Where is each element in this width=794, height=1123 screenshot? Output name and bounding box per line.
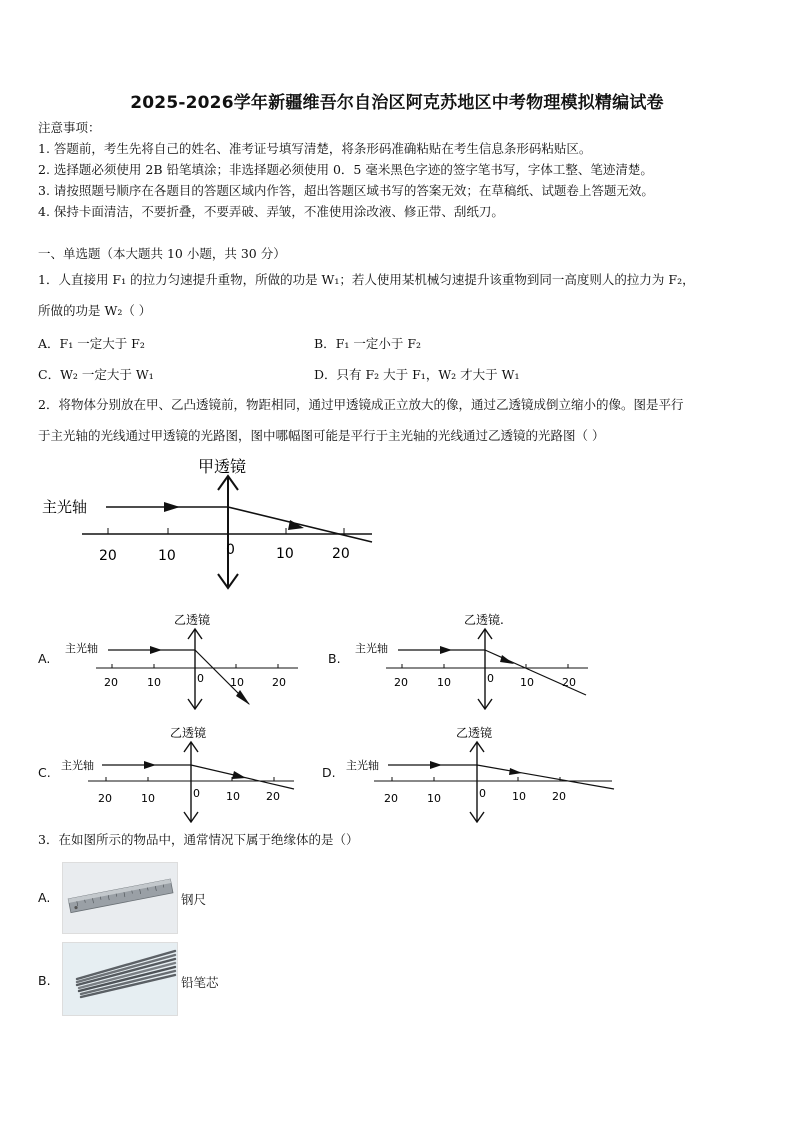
option-letter: B． — [314, 336, 336, 351]
question-3-stem: 3．在如图所示的物品中，通常情况下属于绝缘体的是（） — [38, 832, 359, 847]
tick-label: 0 — [193, 787, 200, 800]
tick-label: 20 — [99, 548, 117, 564]
tick-label: 20 — [552, 790, 566, 803]
tick-label: 20 — [104, 676, 118, 689]
axis-label: 主光轴 — [65, 642, 98, 655]
tick-label: 20 — [394, 676, 408, 689]
refracted-ray — [228, 507, 372, 542]
q3-option-a-text: 钢尺 — [181, 892, 207, 907]
tick-label: 20 — [266, 790, 280, 803]
notice-item: 2. 选择题必须使用 2B 铅笔填涂；非选择题必须使用 0．5 毫米黑色字迹的签字笔书写，字体工整、笔迹清楚。 — [38, 162, 653, 177]
q2-option-b-diagram — [350, 610, 595, 710]
notice-item: 3. 请按照题号顺序在各题目的答题区域内作答，超出答题区域书写的答案无效；在草稿纸、试题卷上答题无效。 — [38, 183, 654, 198]
pencil-leads-photo — [62, 942, 178, 1016]
question-2-stem-cont: 于主光轴的光线通过甲透镜的光路图，图中哪幅图可能是平行于主光轴的光线通过乙透镜的光路图（ ） — [38, 428, 605, 443]
ray-arrowhead — [150, 646, 162, 654]
tick-label: 10 — [276, 546, 294, 562]
q1-option-c — [38, 365, 154, 383]
notice-item: 4. 保持卡面清洁，不要折叠，不要弄破、弄皱，不准使用涂改液、修正带、刮纸刀。 — [38, 204, 504, 219]
q2-option-c-diagram — [56, 723, 301, 823]
lens-label: 乙透镜 — [170, 726, 207, 740]
tick-label: 20 — [332, 546, 350, 562]
ray-arrowhead — [430, 761, 442, 769]
question-1-stem-cont: 所做的功是 W₂（ ） — [38, 303, 152, 318]
ray-arrowhead — [440, 646, 452, 654]
q2-option-d-letter: D. — [322, 765, 336, 780]
tick-label: 10 — [230, 676, 244, 689]
tick-label: 10 — [226, 790, 240, 803]
option-text: F₁ 一定大于 F₂ — [59, 336, 145, 351]
tick-label: 10 — [520, 676, 534, 689]
lens-label: 乙透镜 — [174, 613, 211, 627]
q2-option-d-diagram — [342, 723, 622, 823]
tick-label: 0 — [487, 672, 494, 685]
notice-item: 1. 答题前，考生先将自己的姓名、准考证号填写清楚，将条形码准确粘贴在考生信息条形码粘贴区。 — [38, 141, 592, 156]
tick-label: 10 — [158, 548, 176, 564]
axis-label: 主光轴 — [61, 759, 94, 772]
q2-option-a-diagram — [60, 610, 305, 710]
option-text: 只有 F₂ 大于 F₁，W₂ 才大于 W₁ — [336, 367, 520, 382]
question-1-stem: 1．人直接用 F₁ 的拉力匀速提升重物，所做的功是 W₁；若人使用某机械匀速提升该重物到同一高度则人的拉力为 F₂， — [38, 272, 695, 287]
axis-label: 主光轴 — [355, 642, 388, 655]
ray-arrowhead — [144, 761, 156, 769]
axis-label: 主光轴 — [346, 759, 379, 772]
tick-label: 20 — [562, 676, 576, 689]
tick-label: 0 — [197, 672, 204, 685]
tick-label: 0 — [479, 787, 486, 800]
section-heading: 一、单选题（本大题共 10 小题，共 30 分） — [38, 246, 286, 261]
option-letter: C． — [38, 367, 61, 382]
lens-label: 甲透镜 — [198, 457, 247, 476]
notice-heading: 注意事项： — [38, 120, 101, 135]
option-letter: D． — [314, 367, 337, 382]
option-text: F₁ 一定小于 F₂ — [335, 336, 422, 351]
option-text: W₂ 一定大于 W₁ — [60, 367, 154, 382]
ray-arrowhead — [164, 502, 180, 512]
tick-label: 20 — [384, 792, 398, 805]
exam-title: 2025-2026学年新疆维吾尔自治区阿克苏地区中考物理模拟精编试卷 — [130, 93, 664, 113]
q1-option-b — [314, 334, 421, 352]
axis-label: 主光轴 — [42, 498, 88, 516]
q3-option-b-letter: B. — [38, 973, 51, 988]
tick-label: 10 — [147, 676, 161, 689]
q2-option-b-letter: B. — [328, 651, 341, 666]
pencil-leads-image — [63, 943, 177, 1015]
q1-option-a — [38, 334, 145, 352]
steel-ruler-image — [63, 863, 177, 933]
refracted-ray — [477, 765, 614, 789]
q3-option-b-text: 铅笔芯 — [181, 975, 219, 990]
ray-arrowhead — [500, 655, 514, 664]
steel-ruler-photo — [62, 862, 178, 934]
tick-label: 10 — [512, 790, 526, 803]
tick-label: 10 — [437, 676, 451, 689]
q1-option-d — [314, 365, 520, 383]
lens-jia-diagram — [38, 450, 378, 590]
q2-option-a-letter: A. — [38, 651, 51, 666]
question-2-stem: 2．将物体分别放在甲、乙凸透镜前，物距相同，通过甲透镜成正立放大的像，通过乙透镜成倒立缩小的像。图是平行 — [38, 397, 684, 412]
ray-arrowhead — [509, 768, 522, 775]
option-letter: A． — [38, 336, 60, 351]
lens-label: 乙透镜 — [456, 726, 493, 740]
tick-label: 10 — [427, 792, 441, 805]
ray-arrowhead — [232, 771, 246, 779]
q3-option-a-letter: A. — [38, 890, 51, 905]
ray-arrowhead — [236, 690, 250, 705]
tick-label: 10 — [141, 792, 155, 805]
tick-label: 20 — [98, 792, 112, 805]
lens-label: 乙透镜. — [464, 613, 504, 627]
tick-label: 20 — [272, 676, 286, 689]
tick-label: 0 — [226, 542, 235, 558]
q2-option-c-letter: C. — [38, 765, 51, 780]
